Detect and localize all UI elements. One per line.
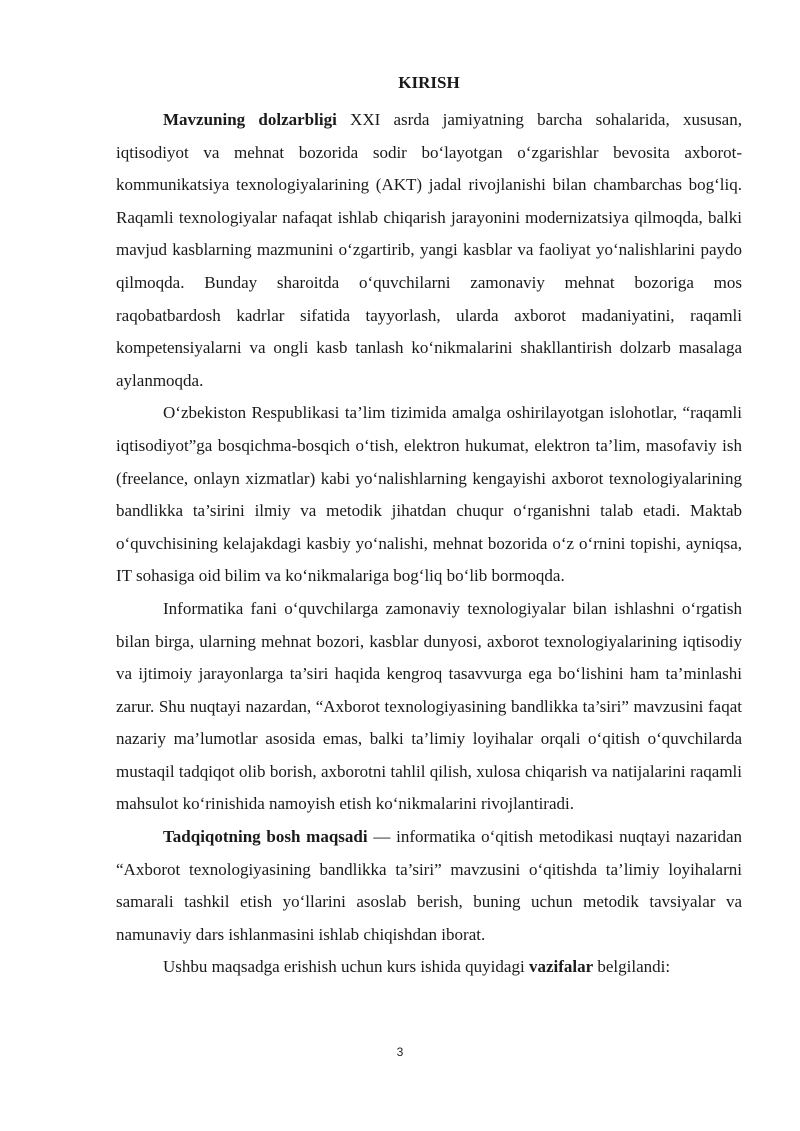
goal-text: — informatika o‘qitish metodikasi nuqtayi nazaridan “Axborot texnologiyasining bandlikka ta’siri” mavzusini o‘qitishda ta’limiy loyihalarni samarali tashkil etish yo‘llarini asoslab berish, buning uchun metodik tavsiyalar va namunaviy dars ishlanmasini ishlab chiqishdan iborat. xyxy=(116,827,742,944)
paragraph-tasks xyxy=(116,951,742,984)
reforms-text: O‘zbekiston Respublikasi ta’lim tizimida amalga oshirilayotgan islohotlar, “raqamli iqtisodiyot”ga bosqichma-bosqich o‘tish, elektron hukumat, elektron ta’lim, masofaviy ish (freelance, onlayn xizmatlar) kabi yo‘nalishlarning kengayishi axborot texnologiyalarining bandlikka ta’sirini ilmiy va metodik jihatdan chuqur o‘rganishni talab etadi. Maktab o‘quvchisining kelajakdagi kasbiy yo‘nalishi, mehnat bozorida o‘z o‘rnini topishi, ayniqsa, IT sohasiga oid bilim va ko‘nikmalariga bog‘liq bo‘lib bormoqda. xyxy=(116,403,742,586)
paragraph-informatics xyxy=(116,593,742,821)
paragraph-goal xyxy=(116,821,742,951)
page-number: 3 xyxy=(396,1045,404,1059)
tasks-keyword: vazifalar xyxy=(528,957,594,977)
relevance-heading: Mavzuning dolzarbligi xyxy=(163,110,337,129)
informatics-text: Informatika fani o‘quvchilarga zamonaviy texnologiyalar bilan ishlashni o‘rgatish bilan birga, ularning mehnat bozori, kasblar dunyosi, axborot texnologiyalarining iqtisodiy va ijtimoiy jarayonlarga ta’siri haqida kengroq tasavvurga ega bo‘lishini ham ta’minlashi zarur. Shu nuqtayi nazardan, “Axborot texnologiyasining bandlikka ta’siri” mavzusini faqat nazariy ma’lumotlar asosida emas, balki ta’limiy loyihalar orqali o‘qitish o‘quvchilarda mustaqil tadqiqot olib borish, axborotni tahlil qilish, xulosa chiqarish va natijalarini raqamli mahsulot ko‘rinishida namoyish etish ko‘nikmalarini rivojlantiradi. xyxy=(116,598,742,814)
paragraph-reforms xyxy=(116,397,742,593)
document-page xyxy=(116,72,742,984)
paragraph-relevance xyxy=(116,104,742,397)
tasks-text-a: Ushbu maqsadga erishish uchun kurs ishida quyidagi xyxy=(163,957,529,977)
relevance-text: XXI asrda jamiyatning barcha sohalarida, xususan, iqtisodiyot va mehnat bozorida sodir bo‘layotgan o‘zgarishlar bevosita axborot-kommunikatsiya texnologiyalarining (AKT) jadal rivojlanishi bilan chambarchas bog‘liq. Raqamli texnologiyalar nafaqat ishlab chiqarish jarayonini modernizatsiya qilmoqda, balki mavjud kasblarning mazmunini o‘zgartirib, yangi kasblar va faoliyat yo‘nalishlarini paydo qilmoqda. Bunday sharoitda o‘quvchilarni zamonaviy mehnat bozoriga mos raqobatbardosh kadrlar sifatida tayyorlash, ularda axborot madaniyatini, raqamli kompetensiyalarni va ongli kasb tanlash ko‘nikmalarini shakllantirish dolzarb masalaga aylanmoqda. xyxy=(116,110,742,390)
section-title: KIRISH xyxy=(398,73,460,92)
goal-heading: Tadqiqotning bosh maqsadi xyxy=(163,827,368,847)
tasks-text-b: belgilandi: xyxy=(593,957,671,977)
